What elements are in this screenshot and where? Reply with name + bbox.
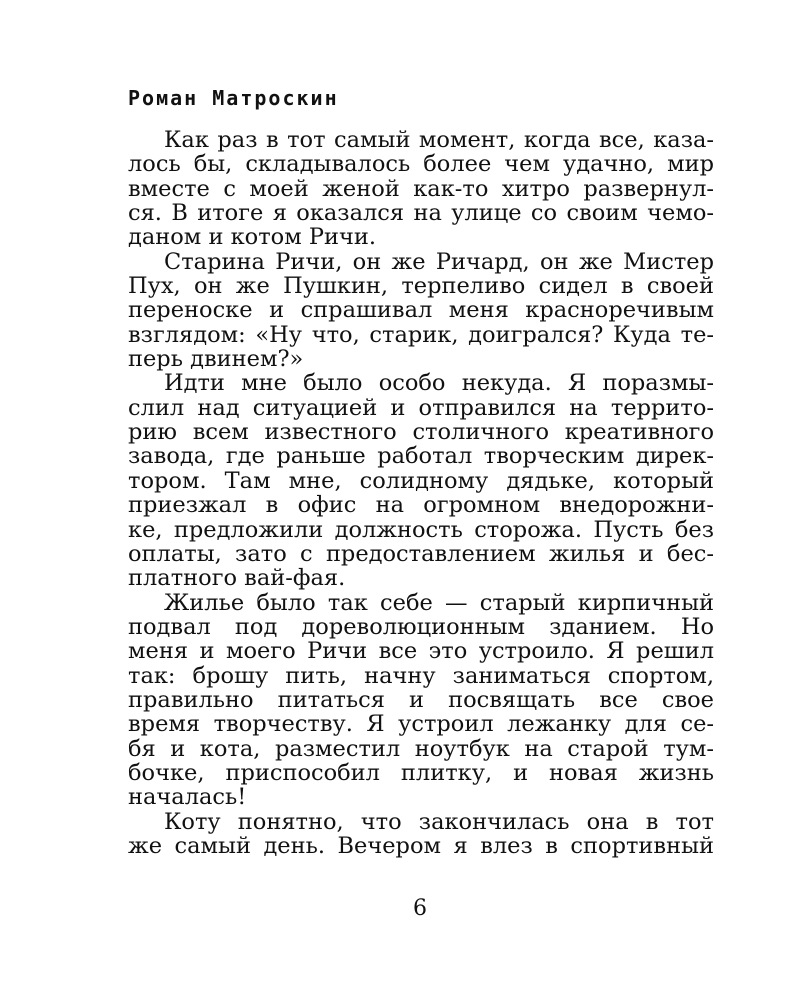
text-line: оплаты, зато с предоставлением жилья и бес-	[128, 540, 714, 567]
text-line: переноске и спрашивал меня красноречивым	[128, 297, 714, 324]
text-line: взглядом: «Ну что, старик, доигрался? Куда те-	[128, 321, 714, 348]
text-line: бя и кота, разместил ноутбук на старой тум-	[128, 735, 714, 762]
text-line: Коту понятно, что закончилась она в тот	[164, 808, 714, 835]
text-line: Как раз в тот самый момент, когда все, каза-	[164, 127, 714, 153]
text-line: вместе с моей женой как-то хитро развернул-	[128, 175, 714, 202]
text-line: слил над ситуацией и отправился на террито-	[128, 394, 714, 421]
text-line: лось бы, складывалось более чем удачно, мир	[128, 151, 714, 178]
text-line: Жилье было так себе — старый кирпичный	[164, 589, 714, 616]
text-line: правильно питаться и посвящать все свое	[128, 686, 714, 713]
text-line: время творчеству. Я устроил лежанку для се-	[128, 711, 714, 738]
text-line: ся. В итоге я оказался на улице со своим чемо-	[128, 200, 714, 227]
text-line: приезжал в офис на огромном внедорожни-	[128, 492, 714, 519]
text-line: началась!	[128, 784, 247, 811]
text-line: Пух, он же Пушкин, терпеливо сидел в своей	[128, 273, 714, 300]
text-line: меня и моего Ричи все это устроило. Я решил	[128, 638, 714, 665]
text-line: рию всем известного столичного креативного	[128, 419, 714, 446]
body-text	[128, 128, 714, 858]
text-line: перь двинем?»	[128, 346, 304, 373]
text-line: подвал под дореволюционным зданием. Но	[128, 613, 714, 640]
text-line: завода, где раньше работал творческим дирек-	[128, 443, 714, 470]
text-line: даном и котом Ричи.	[128, 224, 377, 251]
text-line: же самый день. Вечером я влез в спортивный	[128, 832, 714, 859]
running-head: Роман Матроскин	[128, 86, 339, 110]
text-line: тором. Там мне, солидному дядьке, который	[128, 467, 714, 494]
page-number: 6	[413, 896, 427, 921]
text-line: Идти мне было особо некуда. Я поразмы-	[164, 370, 714, 397]
text-line: ке, предложили должность сторожа. Пусть без	[128, 516, 714, 543]
text-line: бочке, приспособил плитку, и новая жизнь	[128, 759, 714, 786]
text-line: так: брошу пить, начну заниматься спортом,	[128, 662, 714, 689]
text-line: Старина Ричи, он же Ричард, он же Мистер	[164, 248, 714, 275]
text-line: платного вай-фая.	[128, 565, 346, 592]
